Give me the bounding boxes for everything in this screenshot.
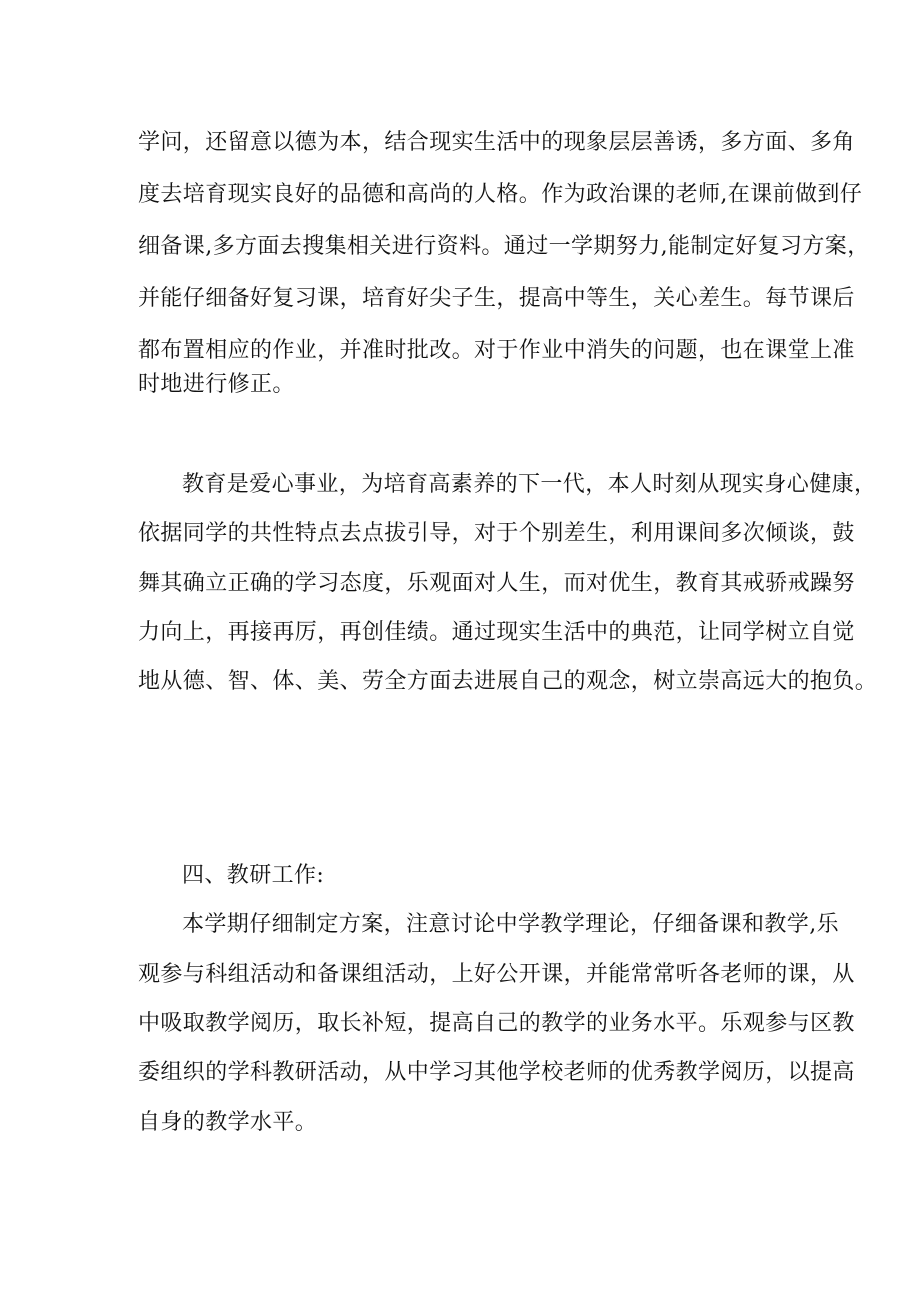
- paragraph-1-line: 并能仔细备好复习课，培育好尖子生，提高中等生，关心差生。每节课后: [138, 286, 855, 311]
- paragraph-1-line: 细备课,多方面去搜集相关进行资料。通过一学期努力,能制定好复习方案，: [138, 234, 870, 259]
- paragraph-2-line: 教育是爱心事业，为培育高素养的下一代，本人时刻从现实身心健康，: [182, 472, 877, 497]
- paragraph-2-line: 依据同学的共性特点去点拔引导，对于个别差生，利用课间多次倾谈，鼓: [138, 521, 855, 546]
- paragraph-3-line: 中吸取教学阅历，取长补短，提高自己的教学的业务水平。乐观参与区教: [138, 1011, 855, 1036]
- paragraph-1-line: 都布置相应的作业，并准时批改。对于作业中消失的问题，也在课堂上准: [138, 338, 855, 363]
- paragraph-3-line: 委组织的学科教研活动，从中学习其他学校老师的优秀教学阅历，以提高: [138, 1060, 855, 1085]
- paragraph-3-line: 自身的教学水平。: [138, 1110, 318, 1135]
- paragraph-3-line: 观参与科组活动和备课组活动，上好公开课，并能常常听各老师的课，从: [138, 962, 855, 987]
- paragraph-2-line: 地从德、智、体、美、劳全方面去进展自己的观念，树立崇高远大的抱负。: [138, 669, 878, 694]
- paragraph-1-line: 度去培育现实良好的品德和高尚的人格。作为政治课的老师,在课前做到仔: [138, 182, 863, 207]
- section-heading: 四、教研工作:: [182, 863, 325, 888]
- paragraph-2-line: 舞其确立正确的学习态度，乐观面对人生，而对优生，教育其戒骄戒躁努: [138, 571, 855, 596]
- paragraph-1-line: 学问，还留意以德为本，结合现实生活中的现象层层善诱，多方面、多角: [138, 130, 855, 155]
- paragraph-3-line: 本学期仔细制定方案，注意讨论中学教学理论，仔细备课和教学,乐: [182, 912, 839, 937]
- paragraph-2-line: 力向上，再接再厉，再创佳绩。通过现实生活中的典范，让同学树立自觉: [138, 620, 855, 645]
- paragraph-1-line: 时地进行修正。: [138, 372, 295, 397]
